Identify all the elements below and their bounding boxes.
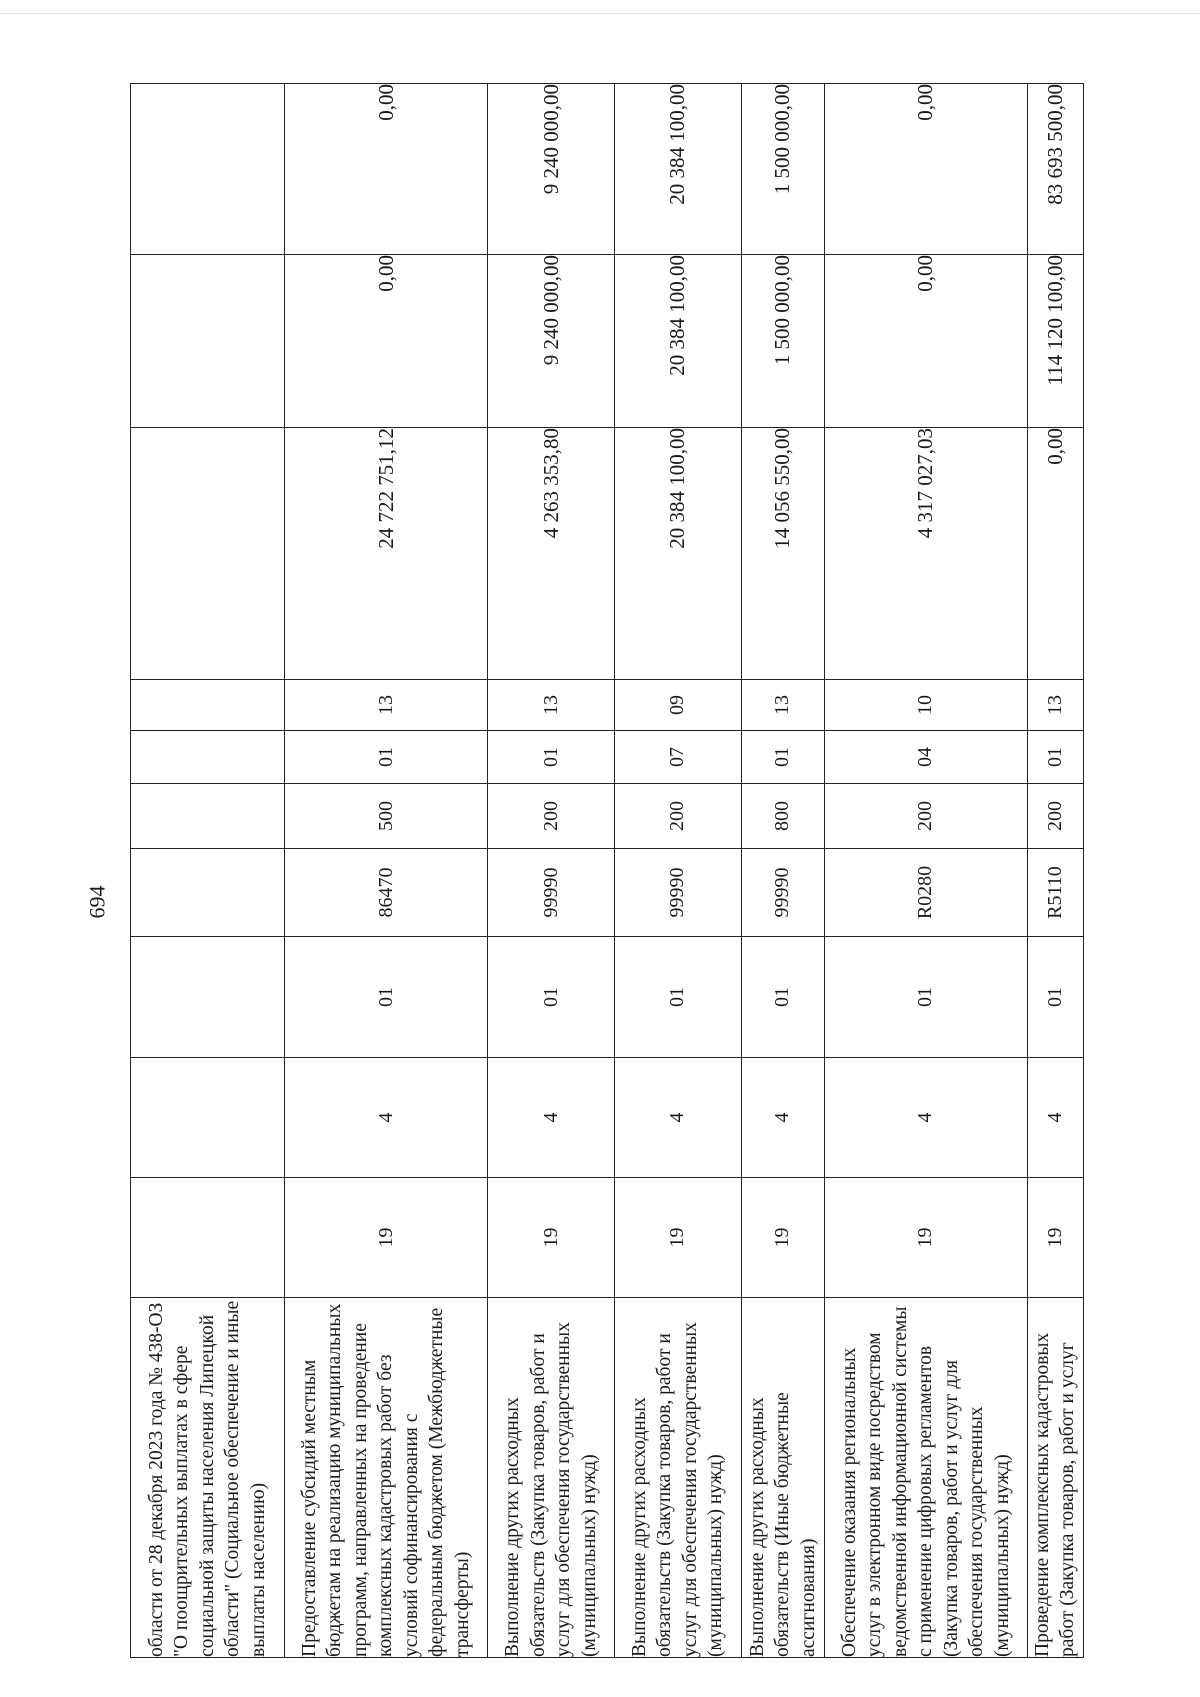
cell-section: 07 <box>615 731 741 784</box>
cell-program: 4 <box>741 1058 825 1178</box>
cell-section: 01 <box>488 731 615 784</box>
cell-program: 4 <box>488 1058 615 1178</box>
cell-subsection <box>131 680 285 731</box>
cell-expense-type: 200 <box>488 784 615 849</box>
cell-subprogram: 01 <box>488 937 615 1058</box>
cell-subprogram: 01 <box>285 937 488 1058</box>
table-row <box>488 84 615 1658</box>
cell-subprogram <box>131 937 285 1058</box>
cell-amount-1: 0,00 <box>1027 428 1083 680</box>
cell-target: R5110 <box>1027 849 1083 937</box>
cell-ministry: 19 <box>1027 1178 1083 1298</box>
cell-amount-2 <box>131 255 285 428</box>
cell-subsection: 09 <box>615 680 741 731</box>
page-number-text: 694 <box>84 885 109 919</box>
cell-expense-type <box>131 784 285 849</box>
cell-program: 4 <box>825 1058 1028 1178</box>
budget-table <box>130 83 1084 1658</box>
cell-ministry: 19 <box>615 1178 741 1298</box>
cell-section: 04 <box>825 731 1028 784</box>
cell-amount-2: 20 384 100,00 <box>615 255 741 428</box>
cell-section <box>131 731 285 784</box>
cell-target <box>131 849 285 937</box>
row-description: Выполнение других расходных обязательств (Закупка товаров, работ и услуг для обеспечения государственных (муниципальных) нужд) <box>488 1298 615 1658</box>
row-description: Выполнение других расходных обязательств (Иные бюджетные ассигнования) <box>741 1298 825 1658</box>
cell-target: 99990 <box>741 849 825 937</box>
cell-section: 01 <box>285 731 488 784</box>
cell-expense-type: 200 <box>1027 784 1083 849</box>
cell-subprogram: 01 <box>741 937 825 1058</box>
cell-amount-2: 0,00 <box>285 255 488 428</box>
table-row <box>615 84 741 1658</box>
cell-amount-3: 0,00 <box>825 84 1028 255</box>
cell-target: 99990 <box>615 849 741 937</box>
cell-amount-2: 1 500 000,00 <box>741 255 825 428</box>
cell-subsection: 13 <box>285 680 488 731</box>
cell-amount-1: 24 722 751,12 <box>285 428 488 680</box>
cell-amount-3: 20 384 100,00 <box>615 84 741 255</box>
cell-amount-3 <box>131 84 285 255</box>
row-description: Проведение комплексных кадастровых работ (Закупка товаров, работ и услуг <box>1027 1298 1083 1658</box>
cell-subprogram: 01 <box>825 937 1028 1058</box>
cell-subprogram: 01 <box>615 937 741 1058</box>
cell-amount-3: 0,00 <box>285 84 488 255</box>
cell-amount-1: 14 056 550,00 <box>741 428 825 680</box>
cell-subsection: 10 <box>825 680 1028 731</box>
cell-ministry: 19 <box>285 1178 488 1298</box>
scan-edge-line <box>0 13 1200 14</box>
cell-section: 01 <box>741 731 825 784</box>
cell-ministry: 19 <box>825 1178 1028 1298</box>
cell-subsection: 13 <box>488 680 615 731</box>
cell-target: 86470 <box>285 849 488 937</box>
row-description: Обеспечение оказания региональных услуг в электронном виде посредством ведомственной информационной системы с применение цифровых регламентов (Закупка товаров, работ и услуг для обеспечения государственных (муниципальных) нужд) <box>825 1298 1028 1658</box>
budget-table-rotated <box>130 84 1084 1658</box>
cell-target: 99990 <box>488 849 615 937</box>
page-number <box>86 872 108 932</box>
row-description: области от 28 декабря 2023 года № 438-ОЗ "О поощрительных выплатах в сфере социальной защиты населения Липецкой области" (Социальное обеспечение и иные выплаты населению) <box>131 1298 285 1658</box>
cell-expense-type: 800 <box>741 784 825 849</box>
cell-ministry: 19 <box>741 1178 825 1298</box>
cell-ministry: 19 <box>488 1178 615 1298</box>
table-row <box>1027 84 1083 1658</box>
cell-amount-1 <box>131 428 285 680</box>
cell-target: R0280 <box>825 849 1028 937</box>
cell-subsection: 13 <box>1027 680 1083 731</box>
cell-subprogram: 01 <box>1027 937 1083 1058</box>
cell-amount-2: 0,00 <box>825 255 1028 428</box>
cell-expense-type: 500 <box>285 784 488 849</box>
table-row <box>131 84 285 1658</box>
cell-amount-1: 4 263 353,80 <box>488 428 615 680</box>
table-row <box>285 84 488 1658</box>
cell-amount-3: 9 240 000,00 <box>488 84 615 255</box>
cell-amount-1: 4 317 027,03 <box>825 428 1028 680</box>
table-row <box>741 84 825 1658</box>
cell-amount-2: 9 240 000,00 <box>488 255 615 428</box>
cell-program: 4 <box>615 1058 741 1178</box>
cell-expense-type: 200 <box>825 784 1028 849</box>
cell-program <box>131 1058 285 1178</box>
cell-amount-1: 20 384 100,00 <box>615 428 741 680</box>
cell-expense-type: 200 <box>615 784 741 849</box>
table-row <box>825 84 1028 1658</box>
cell-subsection: 13 <box>741 680 825 731</box>
cell-amount-3: 83 693 500,00 <box>1027 84 1083 255</box>
cell-program: 4 <box>1027 1058 1083 1178</box>
cell-amount-3: 1 500 000,00 <box>741 84 825 255</box>
cell-section: 01 <box>1027 731 1083 784</box>
cell-ministry <box>131 1178 285 1298</box>
row-description: Предоставление субсидий местным бюджетам на реализацию муниципальных программ, направленных на проведение комплексных кадастровых работ без условий софинансирования с федеральным бюджетом (Межбюджетные трансферты) <box>285 1298 488 1658</box>
cell-amount-2: 114 120 100,00 <box>1027 255 1083 428</box>
row-description: Выполнение других расходных обязательств (Закупка товаров, работ и услуг для обеспечения государственных (муниципальных) нужд) <box>615 1298 741 1658</box>
cell-program: 4 <box>285 1058 488 1178</box>
